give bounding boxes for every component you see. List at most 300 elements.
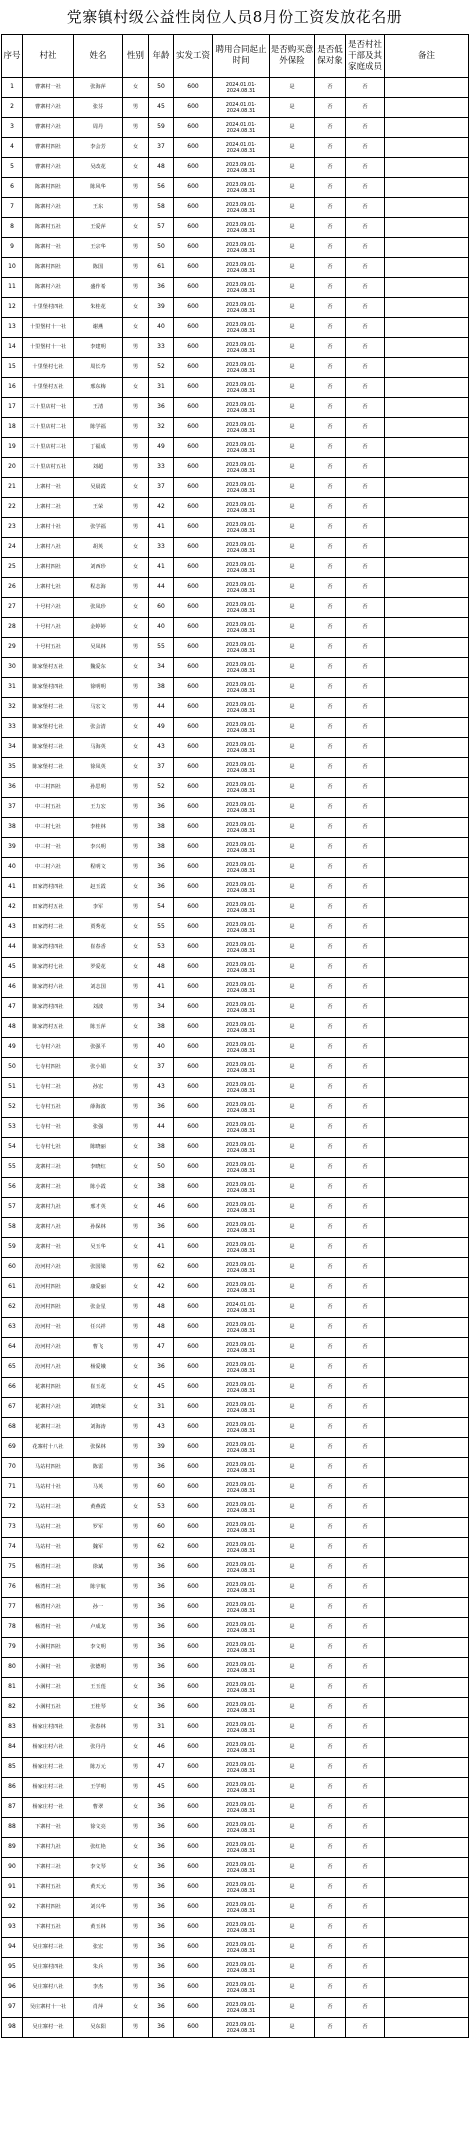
cell-insurance: 是 xyxy=(270,538,315,558)
table-row xyxy=(2,1498,469,1518)
cell-subsistence: 否 xyxy=(315,338,346,358)
cell-name: 张丹丹 xyxy=(74,1738,123,1758)
cell-gender: 男 xyxy=(123,1638,149,1658)
cell-insurance: 是 xyxy=(270,1198,315,1218)
cell-subsistence: 否 xyxy=(315,218,346,238)
table-row xyxy=(2,1878,469,1898)
header-cadre-family: 是否村社干部及其家庭成员 xyxy=(346,35,385,78)
cell-age: 36 xyxy=(149,1598,174,1618)
cell-age: 36 xyxy=(149,1978,174,1998)
cell-contract-period: 2023.09.01-2024.08.31 xyxy=(213,1358,270,1378)
cell-insurance: 是 xyxy=(270,1898,315,1918)
cell-name: 陈宇航 xyxy=(74,1578,123,1598)
cell-gender: 女 xyxy=(123,378,149,398)
cell-cadre-family: 否 xyxy=(346,858,385,878)
cell-insurance: 是 xyxy=(270,818,315,838)
table-row xyxy=(2,1218,469,1238)
cell-remarks xyxy=(385,1458,469,1478)
cell-village: 十里堡村五社 xyxy=(23,378,74,398)
cell-gender: 男 xyxy=(123,1978,149,1998)
cell-index: 71 xyxy=(2,1478,23,1498)
cell-insurance: 是 xyxy=(270,858,315,878)
cell-contract-period: 2023.09.01-2024.08.31 xyxy=(213,1858,270,1878)
cell-subsistence: 否 xyxy=(315,1258,346,1278)
cell-cadre-family: 否 xyxy=(346,1078,385,1098)
cell-subsistence: 否 xyxy=(315,1378,346,1398)
cell-cadre-family: 否 xyxy=(346,1958,385,1978)
cell-salary: 600 xyxy=(174,898,213,918)
table-row xyxy=(2,1838,469,1858)
cell-village: 马站村二社 xyxy=(23,1518,74,1538)
table-row xyxy=(2,1618,469,1638)
table-row xyxy=(2,1058,469,1078)
cell-name: 肖萍 xyxy=(74,1998,123,2018)
cell-remarks xyxy=(385,138,469,158)
cell-age: 40 xyxy=(149,618,174,638)
cell-insurance: 是 xyxy=(270,1538,315,1558)
cell-name: 王清 xyxy=(74,398,123,418)
table-row xyxy=(2,118,469,138)
cell-village: 马站村十社 xyxy=(23,1478,74,1498)
cell-index: 33 xyxy=(2,718,23,738)
cell-subsistence: 否 xyxy=(315,1138,346,1158)
cell-age: 43 xyxy=(149,738,174,758)
cell-village: 汾河村八社 xyxy=(23,1358,74,1378)
cell-salary: 600 xyxy=(174,1898,213,1918)
cell-age: 31 xyxy=(149,1398,174,1418)
cell-name: 曹飞 xyxy=(74,1338,123,1358)
cell-insurance: 是 xyxy=(270,778,315,798)
cell-subsistence: 否 xyxy=(315,1358,346,1378)
cell-salary: 600 xyxy=(174,178,213,198)
header-contract-period: 聘用合同起止时间 xyxy=(213,35,270,78)
cell-insurance: 是 xyxy=(270,958,315,978)
cell-village: 下寨村九社 xyxy=(23,1838,74,1858)
cell-contract-period: 2023.09.01-2024.08.31 xyxy=(213,1538,270,1558)
table-row xyxy=(2,1738,469,1758)
cell-age: 31 xyxy=(149,378,174,398)
cell-cadre-family: 否 xyxy=(346,778,385,798)
cell-remarks xyxy=(385,1578,469,1598)
cell-gender: 男 xyxy=(123,1758,149,1778)
cell-name: 王宗华 xyxy=(74,238,123,258)
table-row xyxy=(2,1458,469,1478)
cell-subsistence: 否 xyxy=(315,238,346,258)
cell-salary: 600 xyxy=(174,978,213,998)
cell-index: 90 xyxy=(2,1858,23,1878)
cell-remarks xyxy=(385,1758,469,1778)
cell-village: 曹寨村六社 xyxy=(23,158,74,178)
cell-cadre-family: 否 xyxy=(346,1018,385,1038)
cell-insurance: 是 xyxy=(270,978,315,998)
cell-gender: 女 xyxy=(123,1178,149,1198)
cell-contract-period: 2023.09.01-2024.08.31 xyxy=(213,938,270,958)
cell-gender: 女 xyxy=(123,158,149,178)
cell-name: 朱兵 xyxy=(74,1958,123,1978)
cell-insurance: 是 xyxy=(270,158,315,178)
table-row xyxy=(2,1678,469,1698)
table-row xyxy=(2,1858,469,1878)
cell-contract-period: 2023.09.01-2024.08.31 xyxy=(213,1278,270,1298)
table-row xyxy=(2,1018,469,1038)
cell-name: 程志海 xyxy=(74,578,123,598)
cell-name: 贾秀花 xyxy=(74,918,123,938)
cell-remarks xyxy=(385,1238,469,1258)
table-row xyxy=(2,1718,469,1738)
cell-name: 任兴祥 xyxy=(74,1318,123,1338)
cell-village: 花寨村六社 xyxy=(23,1398,74,1418)
cell-name: 张宏 xyxy=(74,1938,123,1958)
cell-remarks xyxy=(385,1598,469,1618)
cell-index: 58 xyxy=(2,1218,23,1238)
cell-index: 85 xyxy=(2,1758,23,1778)
cell-salary: 600 xyxy=(174,1638,213,1658)
cell-cadre-family: 否 xyxy=(346,478,385,498)
cell-remarks xyxy=(385,658,469,678)
cell-village: 陈寨村六社 xyxy=(23,198,74,218)
cell-insurance: 是 xyxy=(270,138,315,158)
cell-cadre-family: 否 xyxy=(346,1698,385,1718)
cell-name: 张小娟 xyxy=(74,1058,123,1078)
cell-name: 崔春香 xyxy=(74,938,123,958)
cell-subsistence: 否 xyxy=(315,518,346,538)
cell-name: 陈万元 xyxy=(74,1758,123,1778)
cell-remarks xyxy=(385,1878,469,1898)
cell-name: 张凤珍 xyxy=(74,598,123,618)
cell-contract-period: 2023.09.01-2024.08.31 xyxy=(213,198,270,218)
cell-insurance: 是 xyxy=(270,1418,315,1438)
cell-cadre-family: 否 xyxy=(346,1558,385,1578)
cell-remarks xyxy=(385,1738,469,1758)
cell-remarks xyxy=(385,1898,469,1918)
cell-age: 39 xyxy=(149,298,174,318)
cell-subsistence: 否 xyxy=(315,578,346,598)
cell-salary: 600 xyxy=(174,478,213,498)
cell-village: 杨湾村三社 xyxy=(23,1558,74,1578)
cell-gender: 女 xyxy=(123,298,149,318)
cell-age: 36 xyxy=(149,1558,174,1578)
cell-index: 38 xyxy=(2,818,23,838)
cell-salary: 600 xyxy=(174,498,213,518)
cell-subsistence: 否 xyxy=(315,898,346,918)
table-row xyxy=(2,938,469,958)
cell-contract-period: 2023.09.01-2024.08.31 xyxy=(213,378,270,398)
cell-age: 43 xyxy=(149,1078,174,1098)
cell-gender: 女 xyxy=(123,1238,149,1258)
cell-cadre-family: 否 xyxy=(346,1778,385,1798)
cell-name: 陈晓丽 xyxy=(74,1138,123,1158)
cell-remarks xyxy=(385,818,469,838)
cell-remarks xyxy=(385,1318,469,1338)
cell-name: 刘波 xyxy=(74,998,123,1018)
cell-age: 62 xyxy=(149,1258,174,1278)
cell-salary: 600 xyxy=(174,78,213,98)
cell-index: 4 xyxy=(2,138,23,158)
cell-age: 37 xyxy=(149,1058,174,1078)
cell-village: 龙寨村九社 xyxy=(23,1198,74,1218)
cell-subsistence: 否 xyxy=(315,1638,346,1658)
cell-remarks xyxy=(385,1438,469,1458)
cell-insurance: 是 xyxy=(270,1238,315,1258)
table-row xyxy=(2,1598,469,1618)
table-row xyxy=(2,238,469,258)
cell-subsistence: 否 xyxy=(315,1698,346,1718)
cell-name: 李兴明 xyxy=(74,838,123,858)
cell-name: 吴东阳 xyxy=(74,2018,123,2038)
cell-age: 44 xyxy=(149,1118,174,1138)
cell-index: 24 xyxy=(2,538,23,558)
cell-salary: 600 xyxy=(174,1578,213,1598)
cell-name: 崔玉花 xyxy=(74,1378,123,1398)
cell-age: 36 xyxy=(149,1638,174,1658)
cell-village: 下寨村五社 xyxy=(23,1878,74,1898)
cell-remarks xyxy=(385,358,469,378)
cell-index: 72 xyxy=(2,1498,23,1518)
cell-insurance: 是 xyxy=(270,598,315,618)
cell-remarks xyxy=(385,1418,469,1438)
cell-name: 徐明明 xyxy=(74,678,123,698)
cell-age: 36 xyxy=(149,1698,174,1718)
cell-age: 48 xyxy=(149,958,174,978)
cell-name: 刘兴华 xyxy=(74,1898,123,1918)
cell-salary: 600 xyxy=(174,1298,213,1318)
cell-gender: 男 xyxy=(123,678,149,698)
cell-index: 91 xyxy=(2,1878,23,1898)
cell-contract-period: 2023.09.01-2024.08.31 xyxy=(213,1958,270,1978)
cell-salary: 600 xyxy=(174,218,213,238)
cell-name: 李桂林 xyxy=(74,818,123,838)
cell-index: 73 xyxy=(2,1518,23,1538)
cell-insurance: 是 xyxy=(270,1758,315,1778)
cell-contract-period: 2023.09.01-2024.08.31 xyxy=(213,1938,270,1958)
cell-village: 七寺村五社 xyxy=(23,1098,74,1118)
cell-salary: 600 xyxy=(174,1218,213,1238)
cell-cadre-family: 否 xyxy=(346,458,385,478)
cell-insurance: 是 xyxy=(270,238,315,258)
cell-age: 45 xyxy=(149,98,174,118)
cell-gender: 女 xyxy=(123,1278,149,1298)
cell-village: 杨家庄村三社 xyxy=(23,1778,74,1798)
cell-subsistence: 否 xyxy=(315,1978,346,1998)
cell-subsistence: 否 xyxy=(315,1498,346,1518)
table-row xyxy=(2,1478,469,1498)
cell-gender: 男 xyxy=(123,838,149,858)
cell-salary: 600 xyxy=(174,1678,213,1698)
cell-gender: 男 xyxy=(123,1098,149,1118)
cell-name: 胡英 xyxy=(74,538,123,558)
cell-index: 48 xyxy=(2,1018,23,1038)
cell-contract-period: 2023.09.01-2024.08.31 xyxy=(213,1518,270,1538)
cell-index: 16 xyxy=(2,378,23,398)
cell-index: 44 xyxy=(2,938,23,958)
cell-cadre-family: 否 xyxy=(346,1318,385,1338)
cell-contract-period: 2024.01.01-2024.08.31 xyxy=(213,78,270,98)
cell-subsistence: 否 xyxy=(315,1218,346,1238)
cell-contract-period: 2024.01.01-2024.08.31 xyxy=(213,138,270,158)
table-row xyxy=(2,778,469,798)
cell-village: 杨湾村一社 xyxy=(23,1618,74,1638)
table-row xyxy=(2,618,469,638)
cell-remarks xyxy=(385,158,469,178)
cell-gender: 男 xyxy=(123,1558,149,1578)
cell-salary: 600 xyxy=(174,638,213,658)
cell-gender: 女 xyxy=(123,1138,149,1158)
cell-name: 陈玉萍 xyxy=(74,1018,123,1038)
table-row xyxy=(2,1418,469,1438)
cell-age: 60 xyxy=(149,1518,174,1538)
cell-salary: 600 xyxy=(174,138,213,158)
cell-gender: 男 xyxy=(123,1918,149,1938)
cell-cadre-family: 否 xyxy=(346,318,385,338)
cell-name: 陈风华 xyxy=(74,178,123,198)
table-row xyxy=(2,458,469,478)
cell-insurance: 是 xyxy=(270,278,315,298)
cell-index: 66 xyxy=(2,1378,23,1398)
cell-gender: 男 xyxy=(123,238,149,258)
cell-remarks xyxy=(385,1958,469,1978)
cell-contract-period: 2023.09.01-2024.08.31 xyxy=(213,598,270,618)
cell-cadre-family: 否 xyxy=(346,1518,385,1538)
cell-cadre-family: 否 xyxy=(346,298,385,318)
cell-age: 36 xyxy=(149,1358,174,1378)
cell-index: 31 xyxy=(2,678,23,698)
cell-gender: 女 xyxy=(123,1858,149,1878)
cell-gender: 男 xyxy=(123,1818,149,1838)
cell-age: 54 xyxy=(149,898,174,918)
table-row xyxy=(2,1958,469,1978)
cell-salary: 600 xyxy=(174,1758,213,1778)
cell-name: 邢东梅 xyxy=(74,378,123,398)
cell-remarks xyxy=(385,1278,469,1298)
cell-index: 92 xyxy=(2,1898,23,1918)
cell-insurance: 是 xyxy=(270,1558,315,1578)
cell-subsistence: 否 xyxy=(315,2018,346,2038)
table-row xyxy=(2,658,469,678)
cell-subsistence: 否 xyxy=(315,1878,346,1898)
cell-name: 张学福 xyxy=(74,518,123,538)
cell-village: 陈寨村四社 xyxy=(23,258,74,278)
cell-subsistence: 否 xyxy=(315,1078,346,1098)
cell-remarks xyxy=(385,418,469,438)
cell-insurance: 是 xyxy=(270,698,315,718)
cell-age: 36 xyxy=(149,1098,174,1118)
cell-subsistence: 否 xyxy=(315,1238,346,1258)
table-row xyxy=(2,1798,469,1818)
cell-gender: 男 xyxy=(123,1578,149,1598)
table-row xyxy=(2,758,469,778)
cell-subsistence: 否 xyxy=(315,698,346,718)
cell-cadre-family: 否 xyxy=(346,338,385,358)
cell-gender: 男 xyxy=(123,1078,149,1098)
cell-insurance: 是 xyxy=(270,1358,315,1378)
cell-remarks xyxy=(385,1638,469,1658)
cell-village: 上寨村一社 xyxy=(23,478,74,498)
cell-remarks xyxy=(385,1358,469,1378)
cell-village: 陈家堡村三社 xyxy=(23,738,74,758)
cell-age: 38 xyxy=(149,1178,174,1198)
cell-gender: 女 xyxy=(123,1738,149,1758)
cell-subsistence: 否 xyxy=(315,118,346,138)
cell-age: 36 xyxy=(149,1918,174,1938)
cell-salary: 600 xyxy=(174,698,213,718)
table-row xyxy=(2,78,469,98)
table-header-row xyxy=(2,35,469,78)
cell-gender: 女 xyxy=(123,1198,149,1218)
cell-insurance: 是 xyxy=(270,1698,315,1718)
cell-gender: 男 xyxy=(123,798,149,818)
cell-remarks xyxy=(385,1538,469,1558)
cell-name: 张国梁 xyxy=(74,1258,123,1278)
cell-gender: 男 xyxy=(123,1458,149,1478)
cell-name: 王学明 xyxy=(74,1778,123,1798)
table-row xyxy=(2,1438,469,1458)
cell-gender: 男 xyxy=(123,398,149,418)
cell-insurance: 是 xyxy=(270,1278,315,1298)
cell-subsistence: 否 xyxy=(315,98,346,118)
cell-cadre-family: 否 xyxy=(346,878,385,898)
cell-age: 60 xyxy=(149,1478,174,1498)
cell-age: 36 xyxy=(149,398,174,418)
cell-insurance: 是 xyxy=(270,1218,315,1238)
cell-remarks xyxy=(385,678,469,698)
cell-subsistence: 否 xyxy=(315,1958,346,1978)
cell-insurance: 是 xyxy=(270,338,315,358)
cell-index: 9 xyxy=(2,238,23,258)
cell-salary: 600 xyxy=(174,918,213,938)
cell-name: 马宏文 xyxy=(74,698,123,718)
table-row xyxy=(2,698,469,718)
cell-village: 马站村四社 xyxy=(23,1458,74,1478)
cell-salary: 600 xyxy=(174,398,213,418)
cell-index: 28 xyxy=(2,618,23,638)
cell-cadre-family: 否 xyxy=(346,1818,385,1838)
cell-remarks xyxy=(385,78,469,98)
cell-village: 龙寨村二社 xyxy=(23,1178,74,1198)
cell-gender: 男 xyxy=(123,1878,149,1898)
cell-village: 吴庄寨村三社 xyxy=(23,1938,74,1958)
cell-name: 李建明 xyxy=(74,338,123,358)
cell-gender: 男 xyxy=(123,1518,149,1538)
cell-remarks xyxy=(385,698,469,718)
cell-name: 张海萍 xyxy=(74,78,123,98)
cell-age: 36 xyxy=(149,878,174,898)
cell-gender: 男 xyxy=(123,978,149,998)
cell-subsistence: 否 xyxy=(315,278,346,298)
cell-age: 45 xyxy=(149,1378,174,1398)
cell-age: 36 xyxy=(149,858,174,878)
cell-insurance: 是 xyxy=(270,1718,315,1738)
cell-cadre-family: 否 xyxy=(346,1098,385,1118)
cell-contract-period: 2023.09.01-2024.08.31 xyxy=(213,1558,270,1578)
cell-age: 60 xyxy=(149,598,174,618)
cell-name: 张强平 xyxy=(74,1038,123,1058)
cell-index: 70 xyxy=(2,1458,23,1478)
cell-age: 37 xyxy=(149,138,174,158)
cell-index: 39 xyxy=(2,838,23,858)
cell-cadre-family: 否 xyxy=(346,198,385,218)
cell-village: 马站村三社 xyxy=(23,1498,74,1518)
cell-salary: 600 xyxy=(174,1658,213,1678)
cell-age: 46 xyxy=(149,1198,174,1218)
cell-subsistence: 否 xyxy=(315,478,346,498)
cell-age: 45 xyxy=(149,1778,174,1798)
cell-age: 40 xyxy=(149,318,174,338)
cell-contract-period: 2023.09.01-2024.08.31 xyxy=(213,1658,270,1678)
cell-salary: 600 xyxy=(174,118,213,138)
cell-subsistence: 否 xyxy=(315,1098,346,1118)
cell-village: 陈寨村六社 xyxy=(23,278,74,298)
table-row xyxy=(2,1038,469,1058)
